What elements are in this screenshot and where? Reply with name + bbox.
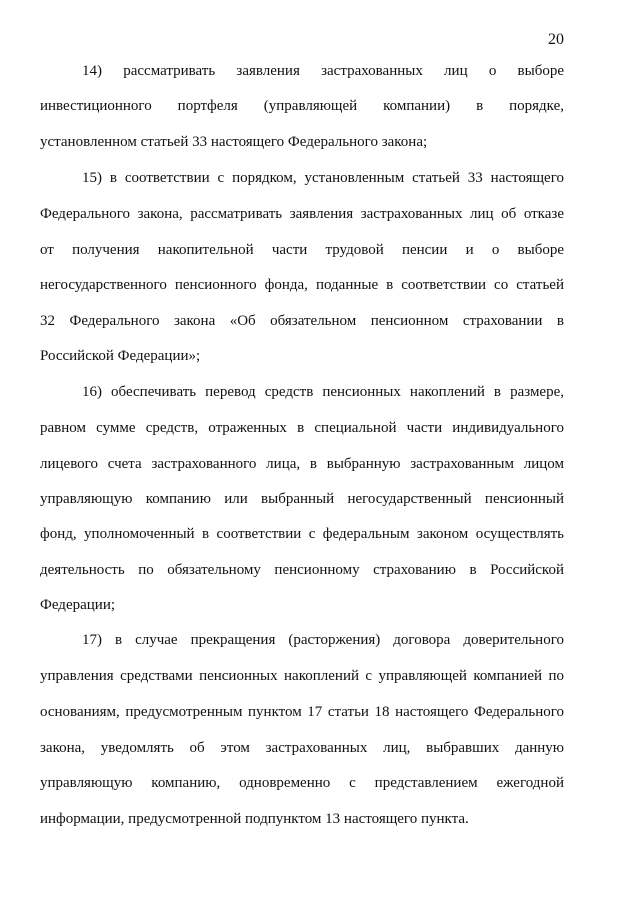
text-line: Федерации; (40, 597, 116, 613)
text-line: инвестиционного портфеля (управляющей компании) в порядке, (40, 98, 564, 114)
text-line: равном сумме средств, отраженных в специальной части индивидуального (40, 420, 564, 436)
text-line: основаниям, предусмотренным пунктом 17 статьи 18 настоящего Федерального (40, 704, 564, 720)
text-line: Российской Федерации»; (40, 348, 201, 364)
text-line: управляющую компанию или выбранный негосударственный пенсионный (40, 491, 564, 507)
page-number: 20 (548, 31, 564, 48)
text-line: управления средствами пенсионных накоплений с управляющей компанией по (40, 668, 564, 684)
text-line: информации, предусмотренной подпунктом 13 настоящего пункта. (40, 811, 469, 827)
text-line: установленном статьей 33 настоящего Федерального закона; (40, 134, 428, 150)
text-line: Федерального закона, рассматривать заявления застрахованных лиц об отказе (40, 206, 564, 222)
text-line: 14) рассматривать заявления застрахованных лиц о выборе (82, 63, 564, 79)
text-line: управляющую компанию, одновременно с представлением ежегодной (40, 775, 564, 791)
text-line: негосударственного пенсионного фонда, поданные в соответствии со статьей (40, 277, 564, 293)
text-line: 17) в случае прекращения (расторжения) договора доверительного (82, 632, 564, 648)
text-line: 15) в соответствии с порядком, установленным статьей 33 настоящего (82, 170, 564, 186)
text-line: закона, уведомлять об этом застрахованных лиц, выбравших данную (40, 740, 564, 756)
text-line: 32 Федерального закона «Об обязательном пенсионном страховании в (40, 313, 564, 329)
text-line: деятельность по обязательному пенсионному страхованию в Российской (40, 562, 564, 578)
text-line: от получения накопительной части трудовой пенсии и о выборе (40, 242, 564, 258)
text-line: лицевого счета застрахованного лица, в выбранную застрахованным лицом (40, 456, 564, 472)
text-line: фонд, уполномоченный в соответствии с федеральным законом осуществлять (40, 526, 564, 542)
text-line: 16) обеспечивать перевод средств пенсионных накоплений в размере, (82, 384, 564, 400)
